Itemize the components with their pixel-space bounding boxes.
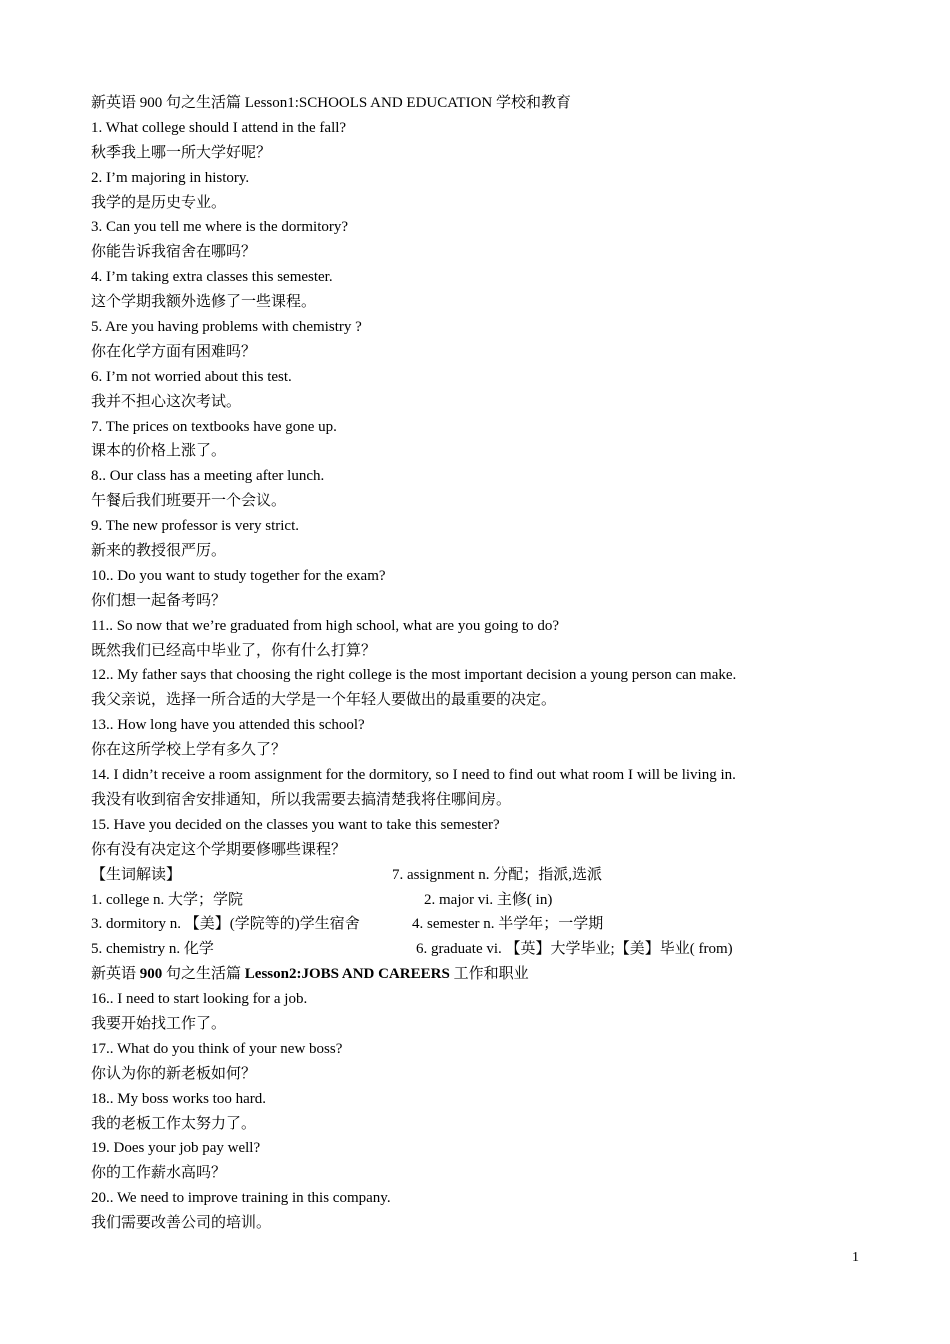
text-line: 你在这所学校上学有多久了？ (91, 742, 287, 759)
text-line: 你的工作薪水高吗？ (91, 1165, 227, 1182)
text-line: 我没有收到宿舍安排通知，所以我需要去搞清楚我将住哪间房。 (91, 791, 512, 808)
text-line: 你们想一起备考吗？ (91, 592, 227, 609)
title-prefix: 新英语 (91, 966, 140, 983)
text-line: 你认为你的新老板如何？ (91, 1065, 257, 1082)
text-line: 1. What college should I attend in the fall? (91, 119, 347, 136)
text-line: 17.. What do you think of your new boss? (91, 1040, 343, 1057)
vocab-entry: 7. assignment n. 分配；指派,选派 (392, 866, 602, 883)
vocab-row (91, 863, 921, 888)
text-line: 5. Are you having problems with chemistry ? (91, 319, 362, 336)
vocab-entry: 1. college n. 大学；学院 (91, 891, 244, 908)
vocab-entry: 5. chemistry n. 化学 (91, 941, 214, 958)
text-line: 8.. Our class has a meeting after lunch. (91, 468, 325, 485)
text-line: 我们需要改善公司的培训。 (91, 1215, 272, 1232)
text-line: 14. I didn’t receive a room assignment for the dormitory, so I need to find out what room I will be living in. (91, 767, 736, 784)
text-line: 10.. Do you want to study together for the exam? (91, 567, 386, 584)
text-line: 我的老板工作太努力了。 (91, 1115, 257, 1132)
lesson2-lines (91, 987, 921, 1236)
text-line: 你在化学方面有困难吗？ (91, 343, 257, 360)
vocab-row (91, 888, 921, 913)
text-line: 这个学期我额外选修了一些课程。 (91, 294, 317, 311)
text-line: 2. I’m majoring in history. (91, 169, 250, 186)
text-line: 9. The new professor is very strict. (91, 518, 300, 535)
text-line: 19. Does your job pay well? (91, 1140, 261, 1157)
lesson2-title (91, 962, 921, 987)
title-suffix: 工作和职业 (449, 966, 529, 983)
vocab-entry: 3. dormitory n. 【美】(学院等的)学生宿舍 (91, 916, 360, 933)
text-line: 3. Can you tell me where is the dormitory? (91, 219, 349, 236)
text-line: 我并不担心这次考试。 (91, 393, 242, 410)
document-body (91, 91, 921, 1236)
page-number: 1 (852, 1250, 859, 1265)
vocab-entry: 4. semester n. 半学年；一学期 (412, 916, 604, 933)
text-line: 18.. My boss works too hard. (91, 1090, 266, 1107)
text-line: 新来的教授很严厉。 (91, 543, 227, 560)
text-line: 20.. We need to improve training in this company. (91, 1190, 391, 1207)
text-line: 11.. So now that we’re graduated from high school, what are you going to do? (91, 617, 560, 634)
text-line: 4. I’m taking extra classes this semester. (91, 269, 333, 286)
text-line: 既然我们已经高中毕业了，你有什么打算？ (91, 642, 377, 659)
title-number: 900 (139, 966, 163, 983)
lesson1-title: 新英语 900 句之生活篇 Lesson1:SCHOOLS AND EDUCATION 学校和教育 (91, 95, 572, 111)
vocab-heading: 【生词解读】 (91, 866, 182, 883)
text-line: 我要开始找工作了。 (91, 1015, 227, 1032)
vocab-section (91, 863, 921, 963)
text-line: 课本的价格上涨了。 (91, 443, 227, 460)
text-line: 我父亲说，选择一所合适的大学是一个年轻人要做出的最重要的决定。 (91, 692, 557, 709)
text-line: 你能告诉我宿舍在哪吗？ (91, 244, 257, 261)
text-line: 午餐后我们班要开一个会议。 (91, 493, 287, 510)
text-line: 你有没有决定这个学期要修哪些课程？ (91, 841, 347, 858)
title-lesson: Lesson2:JOBS AND CAREERS (244, 966, 450, 983)
text-line: 6. I’m not worried about this test. (91, 368, 292, 385)
title-mid: 句之生活篇 (162, 966, 245, 983)
text-line: 13.. How long have you attended this school? (91, 717, 365, 734)
vocab-row (91, 937, 921, 962)
text-line: 12.. My father says that choosing the right college is the most important decision a young person can make. (91, 667, 737, 684)
text-line: 我学的是历史专业。 (91, 194, 227, 211)
vocab-entry: 6. graduate vi. 【英】大学毕业;【美】毕业( from) (416, 941, 733, 958)
vocab-row (91, 912, 921, 937)
text-line: 15. Have you decided on the classes you want to take this semester? (91, 816, 500, 833)
text-line: 7. The prices on textbooks have gone up. (91, 418, 337, 435)
text-line: 16.. I need to start looking for a job. (91, 991, 308, 1008)
text-line: 秋季我上哪一所大学好呢？ (91, 144, 272, 161)
vocab-entry: 2. major vi. 主修( in) (424, 891, 553, 908)
lesson1-lines (91, 116, 921, 863)
